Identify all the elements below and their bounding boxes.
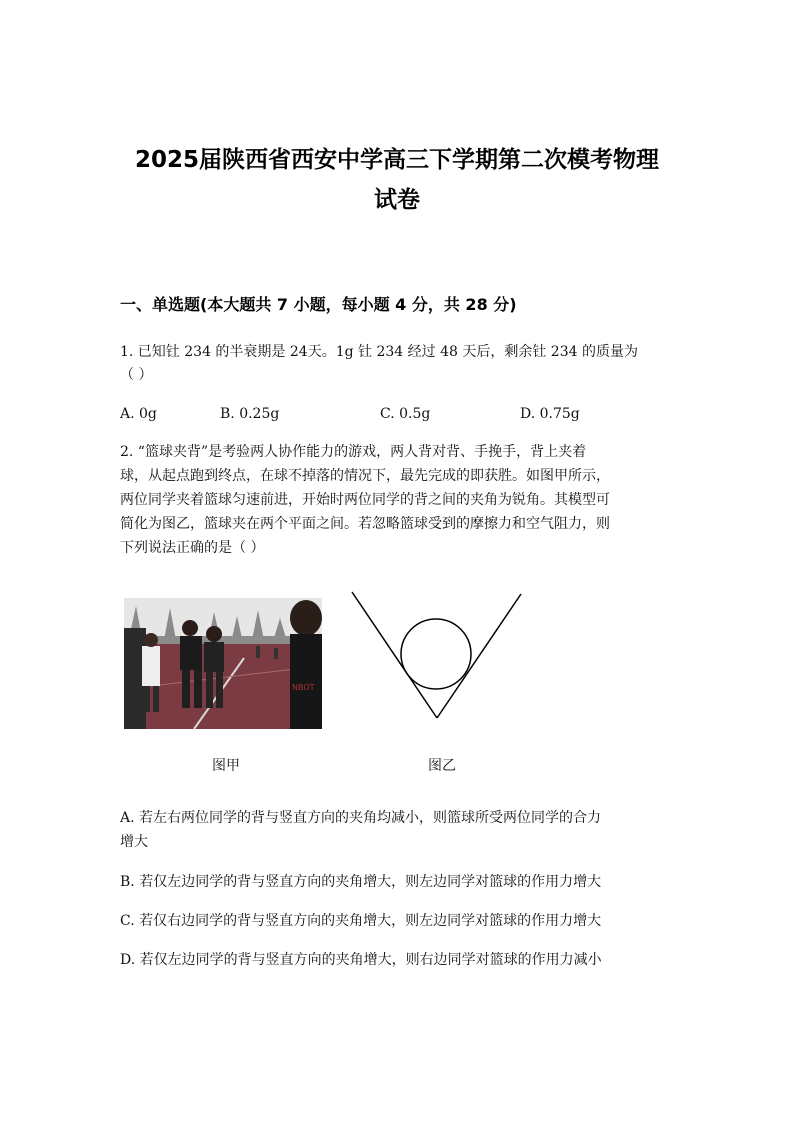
shirt-text: NBOT <box>292 683 315 692</box>
question-2-stem-line-4: 简化为图乙，篮球夹在两个平面之间。若忽略篮球受到的摩擦力和空气阻力，则 <box>120 516 610 532</box>
question-2-stem-line-5: 下列说法正确的是（ ） <box>120 540 265 556</box>
question-1-option-b: B. 0.25g <box>220 406 280 422</box>
question-1-stem: 1. 已知钍 234 的半衰期是 24天。1g 钍 234 经过 48 天后，剩余钍 234 的质量为 <box>120 344 638 360</box>
question-1-stem-continued: （ ） <box>120 367 153 383</box>
figure-right-caption: 图乙 <box>428 758 456 774</box>
basketball-circle <box>401 619 471 689</box>
right-plane-line <box>437 594 521 718</box>
question-1-option-d: D. 0.75g <box>520 406 580 422</box>
page-title: 2025届陕西省西安中学高三下学期第二次模考物理 <box>134 147 659 173</box>
question-2-option-a: A. 若左右两位同学的背与竖直方向的夹角均减小，则篮球所受两位同学的合力 <box>120 810 602 826</box>
question-2-option-b: B. 若仅左边同学的背与竖直方向的夹角增大，则左边同学对篮球的作用力增大 <box>120 874 602 890</box>
question-2-stem-line-2: 球，从起点跑到终点，在球不掉落的情况下，最先完成的即获胜。如图甲所示， <box>120 468 610 484</box>
question-1-option-a: A. 0g <box>120 406 157 422</box>
left-plane-line <box>352 592 437 718</box>
question-2-option-a-continued: 增大 <box>120 834 148 850</box>
basketball-game-photo <box>124 598 322 729</box>
question-2-option-d: D. 若仅左边同学的背与竖直方向的夹角增大，则右边同学对篮球的作用力减小 <box>120 952 602 968</box>
figure-left-caption: 图甲 <box>212 758 240 774</box>
question-2-stem-line-3: 两位同学夹着篮球匀速前进，开始时两位同学的背之间的夹角为锐角。其模型可 <box>120 492 610 508</box>
question-1-option-c: C. 0.5g <box>380 406 431 422</box>
section-heading: 一、单选题(本大题共 7 小题，每小题 4 分，共 28 分) <box>120 295 517 314</box>
question-2-option-c: C. 若仅右边同学的背与竖直方向的夹角增大，则左边同学对篮球的作用力增大 <box>120 913 602 929</box>
page-title-continued: 试卷 <box>374 187 420 213</box>
v-shape-ball-diagram <box>350 590 525 725</box>
question-2-stem-line-1: 2. “篮球夹背”是考验两人协作能力的游戏，两人背对背、手挽手，背上夹着 <box>120 444 587 460</box>
